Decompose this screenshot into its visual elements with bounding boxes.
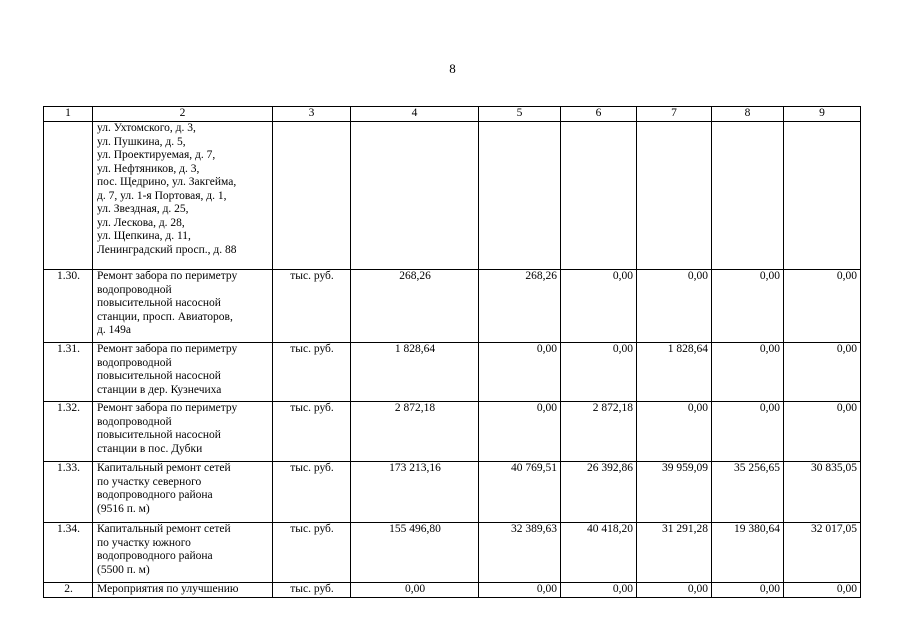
row-description bbox=[93, 583, 273, 598]
description-line: ул. Пушкина, д. 5, bbox=[97, 135, 186, 148]
row-number: 1.32. bbox=[44, 402, 93, 462]
description-line: (9516 п. м) bbox=[97, 502, 150, 515]
value-cell: 155 496,80 bbox=[351, 523, 479, 583]
description-line: повысительной насосной bbox=[97, 429, 221, 441]
description-line: станции в дер. Кузнечиха bbox=[97, 383, 222, 396]
table-row bbox=[44, 523, 861, 583]
value-cell: 1 828,64 bbox=[637, 343, 712, 402]
value-cell: 0,00 bbox=[351, 583, 479, 598]
value-cell: 32 017,05 bbox=[784, 523, 861, 583]
value-cell: 2 872,18 bbox=[561, 402, 637, 462]
row-unit bbox=[273, 122, 351, 270]
description-line: по участку северного bbox=[97, 475, 202, 488]
value-cell: 0,00 bbox=[637, 402, 712, 462]
value-cell: 19 380,64 bbox=[712, 523, 784, 583]
row-unit: тыс. руб. bbox=[273, 270, 351, 343]
description-line: ул. Лескова, д. 28, bbox=[97, 216, 185, 229]
row-description bbox=[93, 402, 273, 462]
value-cell: 0,00 bbox=[561, 343, 637, 402]
program-table bbox=[43, 106, 861, 598]
row-number bbox=[44, 122, 93, 270]
value-cell: 26 392,86 bbox=[561, 462, 637, 523]
column-header: 2 bbox=[93, 107, 273, 122]
description-line: Капитальный ремонт сетей bbox=[97, 523, 231, 535]
column-header: 8 bbox=[712, 107, 784, 122]
value-cell: 30 835,05 bbox=[784, 462, 861, 523]
column-header: 7 bbox=[637, 107, 712, 122]
description-line: водопроводного района bbox=[97, 550, 213, 562]
description-line: водопроводной bbox=[97, 356, 172, 369]
value-cell: 0,00 bbox=[712, 270, 784, 343]
value-cell bbox=[637, 122, 712, 270]
description-line: Ремонт забора по периметру bbox=[97, 402, 238, 414]
value-cell: 39 959,09 bbox=[637, 462, 712, 523]
description-line: Мероприятия по улучшению bbox=[97, 583, 239, 595]
value-cell bbox=[784, 122, 861, 270]
description-line: Ремонт забора по периметру bbox=[97, 343, 238, 355]
description-line: ул. Проектируемая, д. 7, bbox=[97, 149, 216, 161]
column-header: 3 bbox=[273, 107, 351, 122]
value-cell: 40 418,20 bbox=[561, 523, 637, 583]
row-description bbox=[93, 343, 273, 402]
value-cell: 0,00 bbox=[712, 583, 784, 598]
description-line: повысительной насосной bbox=[97, 297, 221, 309]
table-row bbox=[44, 343, 861, 402]
row-number: 1.31. bbox=[44, 343, 93, 402]
value-cell: 0,00 bbox=[712, 402, 784, 462]
description-line: ул. Звездная, д. 25, bbox=[97, 203, 189, 215]
column-header: 1 bbox=[44, 107, 93, 122]
description-line: пос. Щедрино, ул. Закгейма, bbox=[97, 176, 237, 188]
description-line: ул. Щепкина, д. 11, bbox=[97, 230, 191, 242]
row-number: 1.33. bbox=[44, 462, 93, 523]
row-unit: тыс. руб. bbox=[273, 462, 351, 523]
value-cell: 0,00 bbox=[479, 343, 561, 402]
value-cell: 35 256,65 bbox=[712, 462, 784, 523]
column-number-row bbox=[44, 107, 861, 122]
description-line: ул. Нефтяников, д. 3, bbox=[97, 162, 200, 175]
value-cell: 0,00 bbox=[712, 343, 784, 402]
table-row bbox=[44, 270, 861, 343]
table-row bbox=[44, 462, 861, 523]
value-cell: 0,00 bbox=[479, 402, 561, 462]
description-line: повысительной насосной bbox=[97, 370, 221, 382]
row-unit: тыс. руб. bbox=[273, 402, 351, 462]
column-header: 6 bbox=[561, 107, 637, 122]
description-line: Капитальный ремонт сетей bbox=[97, 462, 231, 474]
value-cell: 32 389,63 bbox=[479, 523, 561, 583]
row-unit: тыс. руб. bbox=[273, 343, 351, 402]
column-header: 4 bbox=[351, 107, 479, 122]
description-line: водопроводной bbox=[97, 415, 172, 428]
value-cell bbox=[712, 122, 784, 270]
value-cell bbox=[479, 122, 561, 270]
value-cell: 268,26 bbox=[351, 270, 479, 343]
row-description bbox=[93, 523, 273, 583]
row-unit: тыс. руб. bbox=[273, 583, 351, 598]
row-description bbox=[93, 462, 273, 523]
description-line: Ленинградский просп., д. 88 bbox=[97, 243, 237, 256]
row-number: 2. bbox=[44, 583, 93, 598]
value-cell bbox=[561, 122, 637, 270]
value-cell: 0,00 bbox=[561, 270, 637, 343]
value-cell: 0,00 bbox=[479, 583, 561, 598]
value-cell: 0,00 bbox=[784, 343, 861, 402]
value-cell: 0,00 bbox=[784, 583, 861, 598]
page-number: 8 bbox=[449, 61, 456, 76]
table-row bbox=[44, 402, 861, 462]
value-cell: 0,00 bbox=[637, 270, 712, 343]
description-line: станции, просп. Авиаторов, bbox=[97, 310, 233, 323]
description-line: (5500 п. м) bbox=[97, 563, 150, 576]
value-cell: 1 828,64 bbox=[351, 343, 479, 402]
value-cell: 31 291,28 bbox=[637, 523, 712, 583]
description-line: по участку южного bbox=[97, 536, 191, 549]
value-cell: 173 213,16 bbox=[351, 462, 479, 523]
row-unit: тыс. руб. bbox=[273, 523, 351, 583]
value-cell bbox=[351, 122, 479, 270]
table-row bbox=[44, 583, 861, 598]
value-cell: 2 872,18 bbox=[351, 402, 479, 462]
description-line: станции в пос. Дубки bbox=[97, 442, 203, 455]
column-header: 5 bbox=[479, 107, 561, 122]
description-line: водопроводного района bbox=[97, 489, 213, 501]
value-cell: 40 769,51 bbox=[479, 462, 561, 523]
column-header: 9 bbox=[784, 107, 861, 122]
value-cell: 0,00 bbox=[784, 402, 861, 462]
value-cell: 268,26 bbox=[479, 270, 561, 343]
value-cell: 0,00 bbox=[561, 583, 637, 598]
description-line: ул. Ухтомского, д. 3, bbox=[97, 122, 196, 134]
description-line: д. 7, ул. 1-я Портовая, д. 1, bbox=[97, 189, 227, 202]
description-line: Ремонт забора по периметру bbox=[97, 270, 238, 282]
row-number: 1.30. bbox=[44, 270, 93, 343]
row-number: 1.34. bbox=[44, 523, 93, 583]
description-line: д. 149а bbox=[97, 324, 131, 336]
value-cell: 0,00 bbox=[784, 270, 861, 343]
description-line: водопроводной bbox=[97, 283, 172, 296]
row-description bbox=[93, 122, 273, 270]
row-description bbox=[93, 270, 273, 343]
value-cell: 0,00 bbox=[637, 583, 712, 598]
table-row bbox=[44, 122, 861, 270]
